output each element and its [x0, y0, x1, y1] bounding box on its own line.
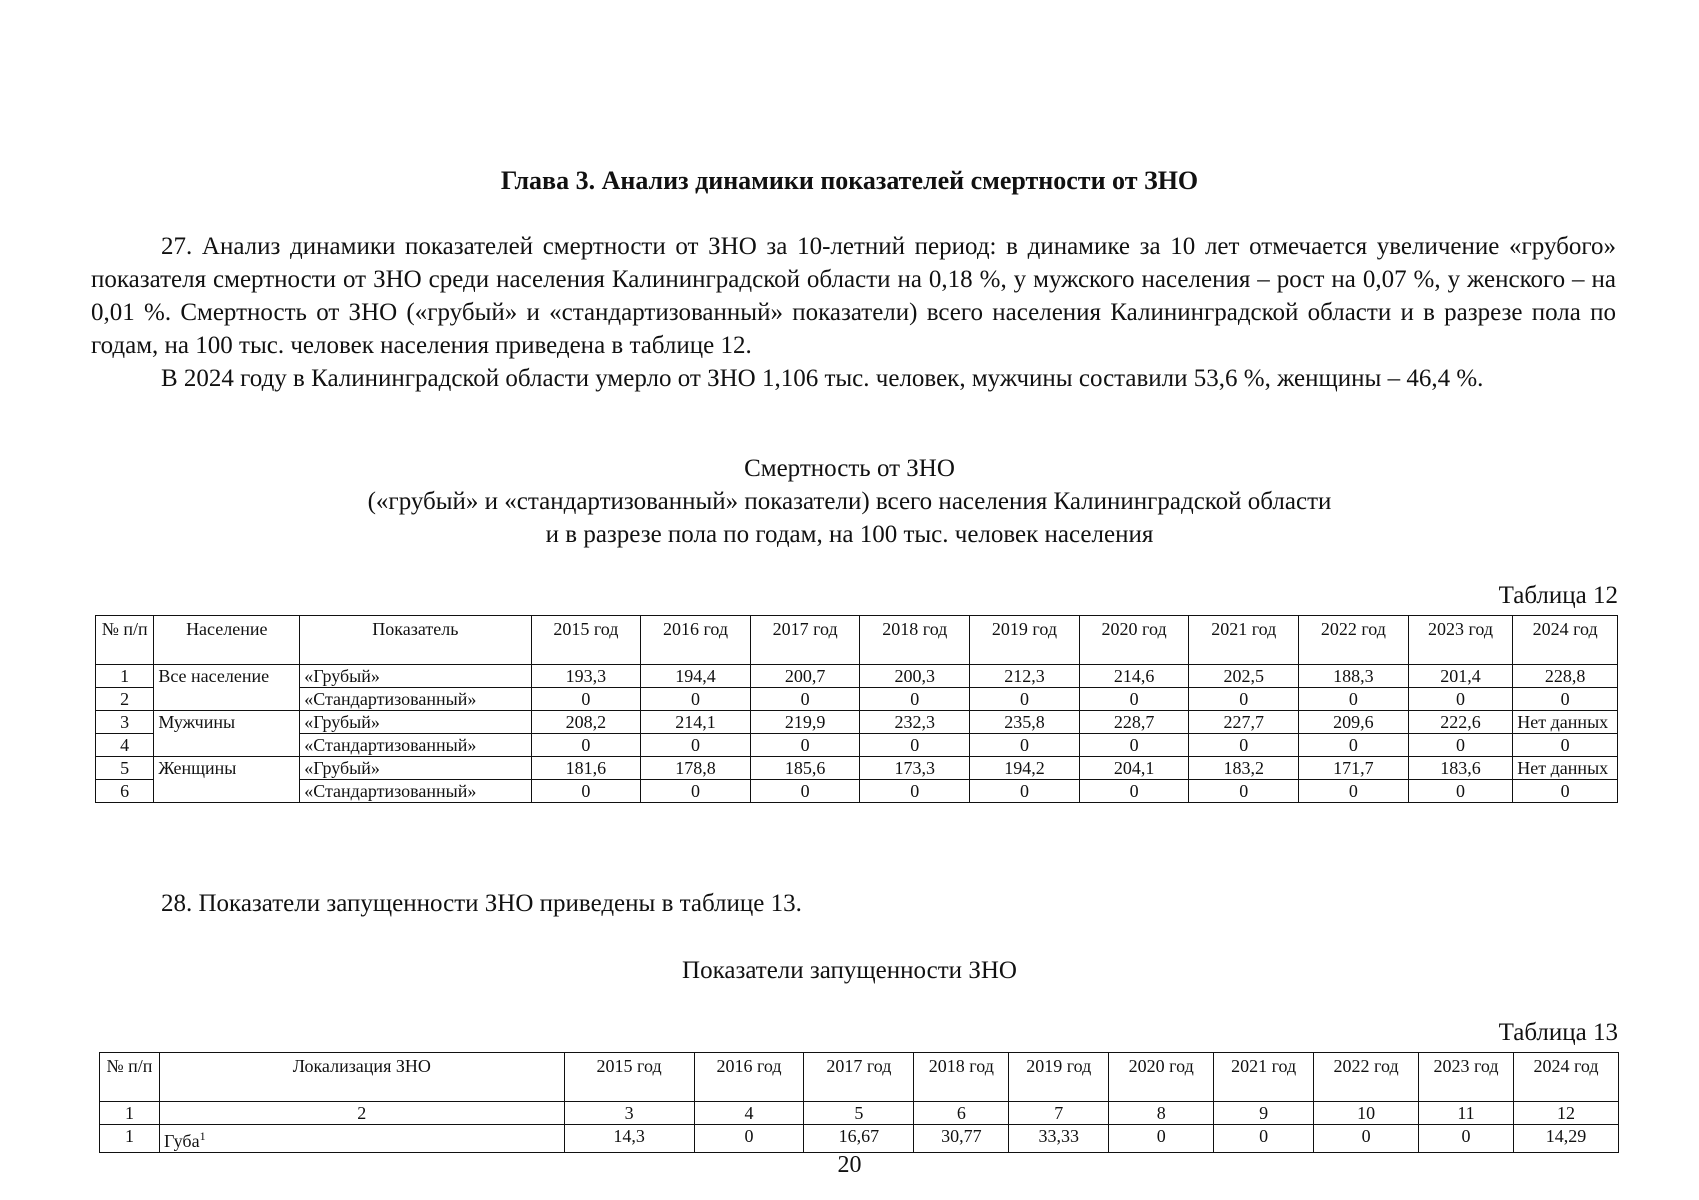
value-cell: 209,6 — [1299, 711, 1409, 734]
value-cell: 171,7 — [1299, 757, 1409, 780]
table-row — [100, 1125, 1619, 1153]
value-cell: 204,1 — [1079, 757, 1189, 780]
table13-header-cell: 2017 год — [804, 1053, 914, 1102]
value-cell: 0 — [1513, 734, 1618, 757]
indicator-cell: «Стандартизованный» — [300, 688, 531, 711]
table12-header-cell: Население — [154, 616, 300, 665]
table12-caption-line3: и в разрезе пола по годам, на 100 тыс. человек населения — [545, 521, 1154, 548]
value-cell: 14,29 — [1513, 1125, 1618, 1153]
table13-header-cell: 2024 год — [1513, 1053, 1618, 1102]
column-number-cell: 5 — [804, 1102, 914, 1125]
value-cell: 227,7 — [1189, 711, 1299, 734]
column-number-cell: 11 — [1419, 1102, 1514, 1125]
value-cell: 0 — [970, 734, 1080, 757]
value-cell: Нет данных — [1513, 757, 1618, 780]
table13-header-cell: 2023 год — [1419, 1053, 1514, 1102]
row-number-cell: 1 — [100, 1125, 160, 1153]
value-cell: 185,6 — [750, 757, 860, 780]
table13-header-cell: 2019 год — [1009, 1053, 1109, 1102]
value-cell: 0 — [1109, 1125, 1214, 1153]
table13-header-cell: 2015 год — [564, 1053, 694, 1102]
table12-label: Таблица 12 — [1498, 582, 1618, 609]
table13 — [99, 1052, 1619, 1153]
value-cell: 0 — [641, 688, 751, 711]
paragraph-2024-deaths: В 2024 году в Калининградской области умерло от ЗНО 1,106 тыс. человек, мужчины составили 53,6 %, женщины – 46,4 %. — [161, 365, 1484, 392]
value-cell: 33,33 — [1009, 1125, 1109, 1153]
value-cell: 193,3 — [531, 665, 641, 688]
value-cell: 0 — [1079, 734, 1189, 757]
value-cell: 0 — [1189, 734, 1299, 757]
row-number-cell: 4 — [96, 734, 154, 757]
value-cell: 173,3 — [860, 757, 970, 780]
table13-header-cell: 2016 год — [694, 1053, 804, 1102]
value-cell: 183,2 — [1189, 757, 1299, 780]
value-cell: 0 — [641, 780, 751, 803]
page-number: 20 — [837, 1152, 862, 1178]
table12-header-cell: 2024 год — [1513, 616, 1618, 665]
table13-numbering-row — [100, 1102, 1619, 1125]
row-number-cell: 5 — [96, 757, 154, 780]
column-number-cell: 4 — [694, 1102, 804, 1125]
population-cell: Мужчины — [154, 711, 300, 757]
value-cell: 188,3 — [1299, 665, 1409, 688]
value-cell: 0 — [970, 780, 1080, 803]
value-cell: 201,4 — [1408, 665, 1513, 688]
table13-header-cell: № п/п — [100, 1053, 160, 1102]
population-cell: Женщины — [154, 757, 300, 803]
column-number-cell: 6 — [914, 1102, 1009, 1125]
value-cell: 228,8 — [1513, 665, 1618, 688]
localization-name: Губа — [163, 1131, 200, 1151]
table13-header-cell: 2020 год — [1109, 1053, 1214, 1102]
value-cell: 0 — [750, 734, 860, 757]
value-cell: 200,7 — [750, 665, 860, 688]
table-row — [96, 688, 1618, 711]
footnote-marker: 1 — [199, 1129, 206, 1143]
row-number-cell: 3 — [96, 711, 154, 734]
column-number-cell: 10 — [1314, 1102, 1419, 1125]
table12 — [95, 615, 1618, 803]
value-cell: 235,8 — [970, 711, 1080, 734]
table13-header-cell: 2022 год — [1314, 1053, 1419, 1102]
value-cell: 232,3 — [860, 711, 970, 734]
column-number-cell: 3 — [564, 1102, 694, 1125]
value-cell: 0 — [1299, 688, 1409, 711]
value-cell: 194,4 — [641, 665, 751, 688]
value-cell: 0 — [860, 780, 970, 803]
value-cell: 0 — [531, 734, 641, 757]
row-number-cell: 2 — [96, 688, 154, 711]
table12-header-cell: 2016 год — [641, 616, 751, 665]
value-cell: 0 — [970, 688, 1080, 711]
table13-header-cell: 2021 год — [1214, 1053, 1314, 1102]
value-cell: 0 — [860, 688, 970, 711]
table13-caption: Показатели запущенности ЗНО — [682, 957, 1017, 984]
value-cell: 183,6 — [1408, 757, 1513, 780]
table12-header-cell: 2017 год — [750, 616, 860, 665]
value-cell: 0 — [1408, 688, 1513, 711]
population-cell: Все население — [154, 665, 300, 711]
value-cell: 14,3 — [564, 1125, 694, 1153]
value-cell: 194,2 — [970, 757, 1080, 780]
table12-header-cell: Показатель — [300, 616, 531, 665]
table12-header-row — [96, 616, 1618, 665]
indicator-cell: «Грубый» — [300, 665, 531, 688]
value-cell: 30,77 — [914, 1125, 1009, 1153]
table12-header-cell: 2021 год — [1189, 616, 1299, 665]
value-cell: 0 — [1513, 688, 1618, 711]
row-number-cell: 6 — [96, 780, 154, 803]
indicator-cell: «Грубый» — [300, 711, 531, 734]
paragraph-27: 27. Анализ динамики показателей смертности от ЗНО за 10-летний период: в динамике за 10 лет отмечается увеличение «грубого» показателя смертности от ЗНО среди населения Калининградской области на 0,18 %, у мужского населения – рост на 0,07 %, у женского – на 0,01 %. Смертность от ЗНО («грубый» и «стандартизованный» показатели) всего населения Калининградской области и в разрезе пола по годам, на 100 тыс. человек населения приведена в таблице 12. — [91, 233, 1616, 359]
table13-header-cell: 2018 год — [914, 1053, 1009, 1102]
row-number-cell: 1 — [96, 665, 154, 688]
table13-header-cell: Локализация ЗНО — [159, 1053, 564, 1102]
value-cell: 0 — [1299, 734, 1409, 757]
table12-header-cell: 2019 год — [970, 616, 1080, 665]
value-cell: 0 — [1189, 688, 1299, 711]
column-number-cell: 12 — [1513, 1102, 1618, 1125]
table12-header-cell: 2023 год — [1408, 616, 1513, 665]
value-cell: 0 — [1079, 780, 1189, 803]
value-cell: 222,6 — [1408, 711, 1513, 734]
value-cell: 202,5 — [1189, 665, 1299, 688]
value-cell: 0 — [1299, 780, 1409, 803]
table12-header-cell: 2020 год — [1079, 616, 1189, 665]
value-cell: 219,9 — [750, 711, 860, 734]
value-cell: 214,6 — [1079, 665, 1189, 688]
value-cell: 0 — [860, 734, 970, 757]
value-cell: 0 — [1419, 1125, 1514, 1153]
value-cell: 212,3 — [970, 665, 1080, 688]
table12-caption-line1: Смертность от ЗНО — [744, 455, 955, 482]
table-row — [96, 711, 1618, 734]
indicator-cell: «Грубый» — [300, 757, 531, 780]
value-cell: 0 — [1214, 1125, 1314, 1153]
value-cell: 0 — [1079, 688, 1189, 711]
value-cell: 0 — [1408, 734, 1513, 757]
table12-header-cell: № п/п — [96, 616, 154, 665]
value-cell: 0 — [1314, 1125, 1419, 1153]
table-row — [96, 757, 1618, 780]
value-cell: 0 — [750, 780, 860, 803]
value-cell: 208,2 — [531, 711, 641, 734]
table13-header-row — [100, 1053, 1619, 1102]
localization-cell — [159, 1125, 564, 1153]
value-cell: 181,6 — [531, 757, 641, 780]
table-row — [96, 780, 1618, 803]
value-cell: 0 — [1189, 780, 1299, 803]
table12-header-cell: 2022 год — [1299, 616, 1409, 665]
value-cell: 228,7 — [1079, 711, 1189, 734]
chapter-title: Глава 3. Анализ динамики показателей смертности от ЗНО — [500, 166, 1199, 195]
value-cell: 16,67 — [804, 1125, 914, 1153]
column-number-cell: 1 — [100, 1102, 160, 1125]
indicator-cell: «Стандартизованный» — [300, 734, 531, 757]
table12-header-cell: 2018 год — [860, 616, 970, 665]
indicator-cell: «Стандартизованный» — [300, 780, 531, 803]
value-cell: 0 — [531, 688, 641, 711]
column-number-cell: 9 — [1214, 1102, 1314, 1125]
column-number-cell: 7 — [1009, 1102, 1109, 1125]
value-cell: 0 — [531, 780, 641, 803]
value-cell: 0 — [750, 688, 860, 711]
table-row — [96, 734, 1618, 757]
table12-caption — [0, 452, 1699, 551]
value-cell: 0 — [694, 1125, 804, 1153]
value-cell: 200,3 — [860, 665, 970, 688]
value-cell: 0 — [1513, 780, 1618, 803]
table13-label: Таблица 13 — [1498, 1019, 1618, 1046]
value-cell: 0 — [1408, 780, 1513, 803]
value-cell: 0 — [641, 734, 751, 757]
column-number-cell: 2 — [159, 1102, 564, 1125]
value-cell: Нет данных — [1513, 711, 1618, 734]
column-number-cell: 8 — [1109, 1102, 1214, 1125]
table-row — [96, 665, 1618, 688]
value-cell: 178,8 — [641, 757, 751, 780]
value-cell: 214,1 — [641, 711, 751, 734]
paragraph-28: 28. Показатели запущенности ЗНО приведены в таблице 13. — [161, 890, 802, 917]
table12-header-cell: 2015 год — [531, 616, 641, 665]
table12-caption-line2: («грубый» и «стандартизованный» показатели) всего населения Калининградской области — [367, 488, 1332, 515]
